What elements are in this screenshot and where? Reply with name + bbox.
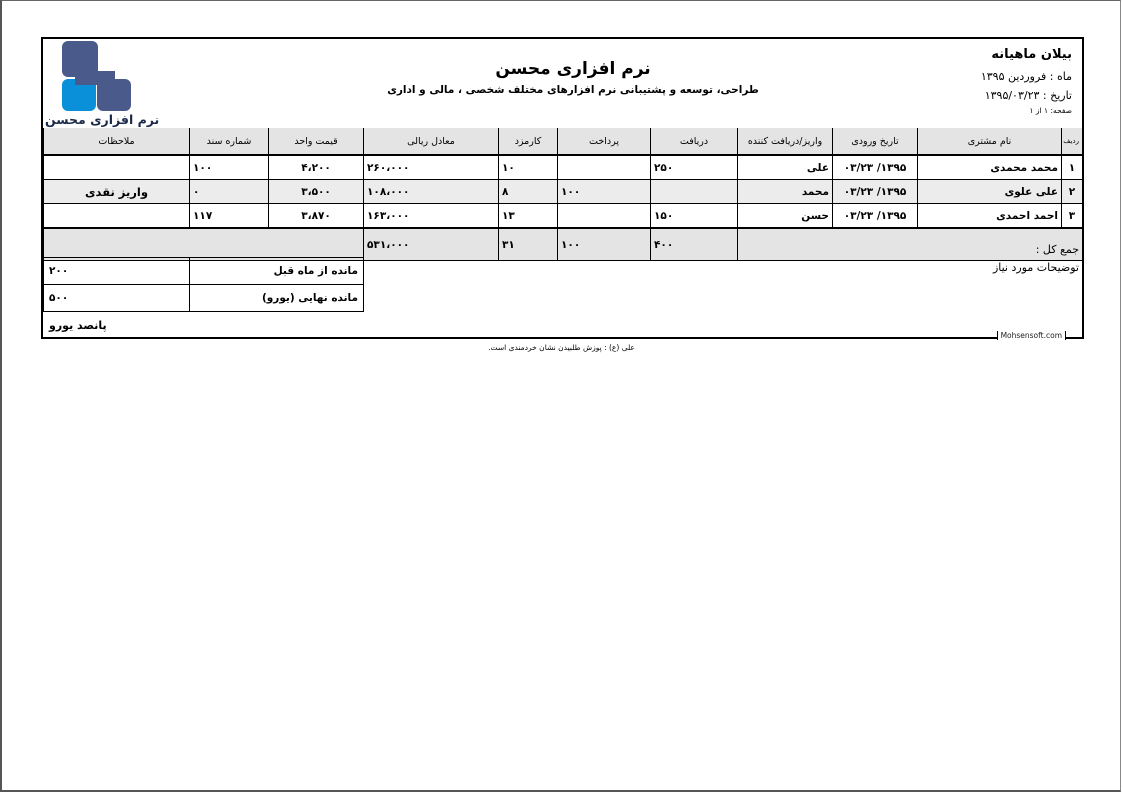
cell-paid bbox=[558, 204, 651, 229]
cell-customer: علی علوی bbox=[918, 180, 1062, 204]
cell-index: ۱ bbox=[1062, 155, 1083, 180]
cell-notes bbox=[44, 155, 190, 180]
table-row bbox=[44, 155, 1083, 180]
total-label: جمع کل : bbox=[738, 228, 1083, 261]
cell-notes bbox=[44, 204, 190, 229]
col-header-date: تاریخ ورودی bbox=[833, 128, 918, 155]
total-paid: ۱۰۰ bbox=[558, 228, 651, 261]
col-header-doc-no: شماره سند bbox=[190, 128, 269, 155]
col-header-unit-price: قیمت واحد bbox=[269, 128, 364, 155]
table-row bbox=[44, 180, 1083, 204]
cell-received bbox=[651, 180, 738, 204]
cell-notes: واریز نقدی bbox=[44, 180, 190, 204]
company-logo bbox=[45, 41, 160, 127]
cell-party: علی bbox=[738, 155, 833, 180]
balance-table bbox=[43, 257, 364, 312]
prev-balance-row bbox=[44, 258, 364, 285]
cell-paid bbox=[558, 155, 651, 180]
cell-doc-no: ۱۱۷ bbox=[190, 204, 269, 229]
cell-date: ۱۳۹۵/ ۰۳/۲۳ bbox=[833, 180, 918, 204]
cell-rial-equiv: ۲۶۰،۰۰۰ bbox=[364, 155, 499, 180]
cell-fee: ۸ bbox=[499, 180, 558, 204]
col-header-notes: ملاحظات bbox=[44, 128, 190, 155]
cell-party: حسن bbox=[738, 204, 833, 229]
cell-rial-equiv: ۱۶۳،۰۰۰ bbox=[364, 204, 499, 229]
cell-unit-price: ۳،۸۷۰ bbox=[269, 204, 364, 229]
total-empty bbox=[44, 228, 364, 261]
col-header-received: دریافت bbox=[651, 128, 738, 155]
cell-index: ۲ bbox=[1062, 180, 1083, 204]
cell-party: محمد bbox=[738, 180, 833, 204]
report-month: ماه : فروردین ۱۳۹۵ bbox=[980, 70, 1072, 83]
cell-date: ۱۳۹۵/ ۰۳/۲۳ bbox=[833, 204, 918, 229]
cell-doc-no: ۰ bbox=[190, 180, 269, 204]
report-sheet bbox=[41, 37, 1084, 339]
final-balance-label: مانده نهایی (یورو) bbox=[190, 285, 364, 312]
notes-label: توضیحات مورد نیاز bbox=[992, 261, 1079, 274]
col-header-fee: کارمزد bbox=[499, 128, 558, 155]
report-title: بیلان ماهیانه bbox=[991, 47, 1072, 62]
col-header-customer: نام مشتری bbox=[918, 128, 1062, 155]
total-fee: ۳۱ bbox=[499, 228, 558, 261]
prev-balance-label: مانده از ماه قبل bbox=[190, 258, 364, 285]
cell-unit-price: ۳،۵۰۰ bbox=[269, 180, 364, 204]
cell-doc-no: ۱۰۰ bbox=[190, 155, 269, 180]
col-header-index: ردیف bbox=[1062, 128, 1083, 155]
report-info bbox=[981, 47, 1072, 115]
company-header bbox=[373, 59, 773, 96]
cell-unit-price: ۴،۲۰۰ bbox=[269, 155, 364, 180]
cell-index: ۳ bbox=[1062, 204, 1083, 229]
company-tagline: طراحی، توسعه و پشتیبانی نرم افزارهای مختلف شخصی ، مالی و اداری bbox=[387, 84, 759, 96]
table-header-row bbox=[44, 128, 1083, 155]
cell-customer: محمد محمدی bbox=[918, 155, 1062, 180]
transactions-table bbox=[43, 128, 1083, 261]
cell-received: ۱۵۰ bbox=[651, 204, 738, 229]
page-number: صفحه: ۱ از ۱ bbox=[1029, 106, 1072, 115]
cell-fee: ۱۰ bbox=[499, 155, 558, 180]
table-row bbox=[44, 204, 1083, 229]
total-received: ۴۰۰ bbox=[651, 228, 738, 261]
summary-section bbox=[43, 257, 1082, 337]
total-rial-equiv: ۵۳۱،۰۰۰ bbox=[364, 228, 499, 261]
final-balance-value: ۵۰۰ bbox=[44, 285, 190, 312]
total-row bbox=[44, 228, 1083, 261]
cell-date: ۱۳۹۵/ ۰۳/۲۳ bbox=[833, 155, 918, 180]
final-balance-row bbox=[44, 285, 364, 312]
cell-rial-equiv: ۱۰۸،۰۰۰ bbox=[364, 180, 499, 204]
cell-customer: احمد احمدی bbox=[918, 204, 1062, 229]
prev-balance-value: ۲۰۰ bbox=[44, 258, 190, 285]
company-name: نرم افزاری محسن bbox=[495, 59, 651, 79]
cell-received: ۲۵۰ bbox=[651, 155, 738, 180]
cell-paid: ۱۰۰ bbox=[558, 180, 651, 204]
col-header-party: واریز/دریافت کننده bbox=[738, 128, 833, 155]
footer-quote: علی (ع) : پوزش طلبیدن نشان خردمندی است. bbox=[488, 343, 635, 352]
col-header-paid: پرداخت bbox=[558, 128, 651, 155]
cell-fee: ۱۳ bbox=[499, 204, 558, 229]
report-date: تاریخ : ۱۳۹۵/۰۳/۲۳ bbox=[984, 89, 1072, 102]
brand-tag: Mohsensoft.com bbox=[997, 331, 1066, 340]
col-header-rial-equiv: معادل ریالی bbox=[364, 128, 499, 155]
amount-in-words: پانصد یورو bbox=[49, 319, 107, 332]
logo-text: نرم افزاری محسن bbox=[45, 112, 160, 127]
logo-bridge bbox=[75, 71, 115, 85]
